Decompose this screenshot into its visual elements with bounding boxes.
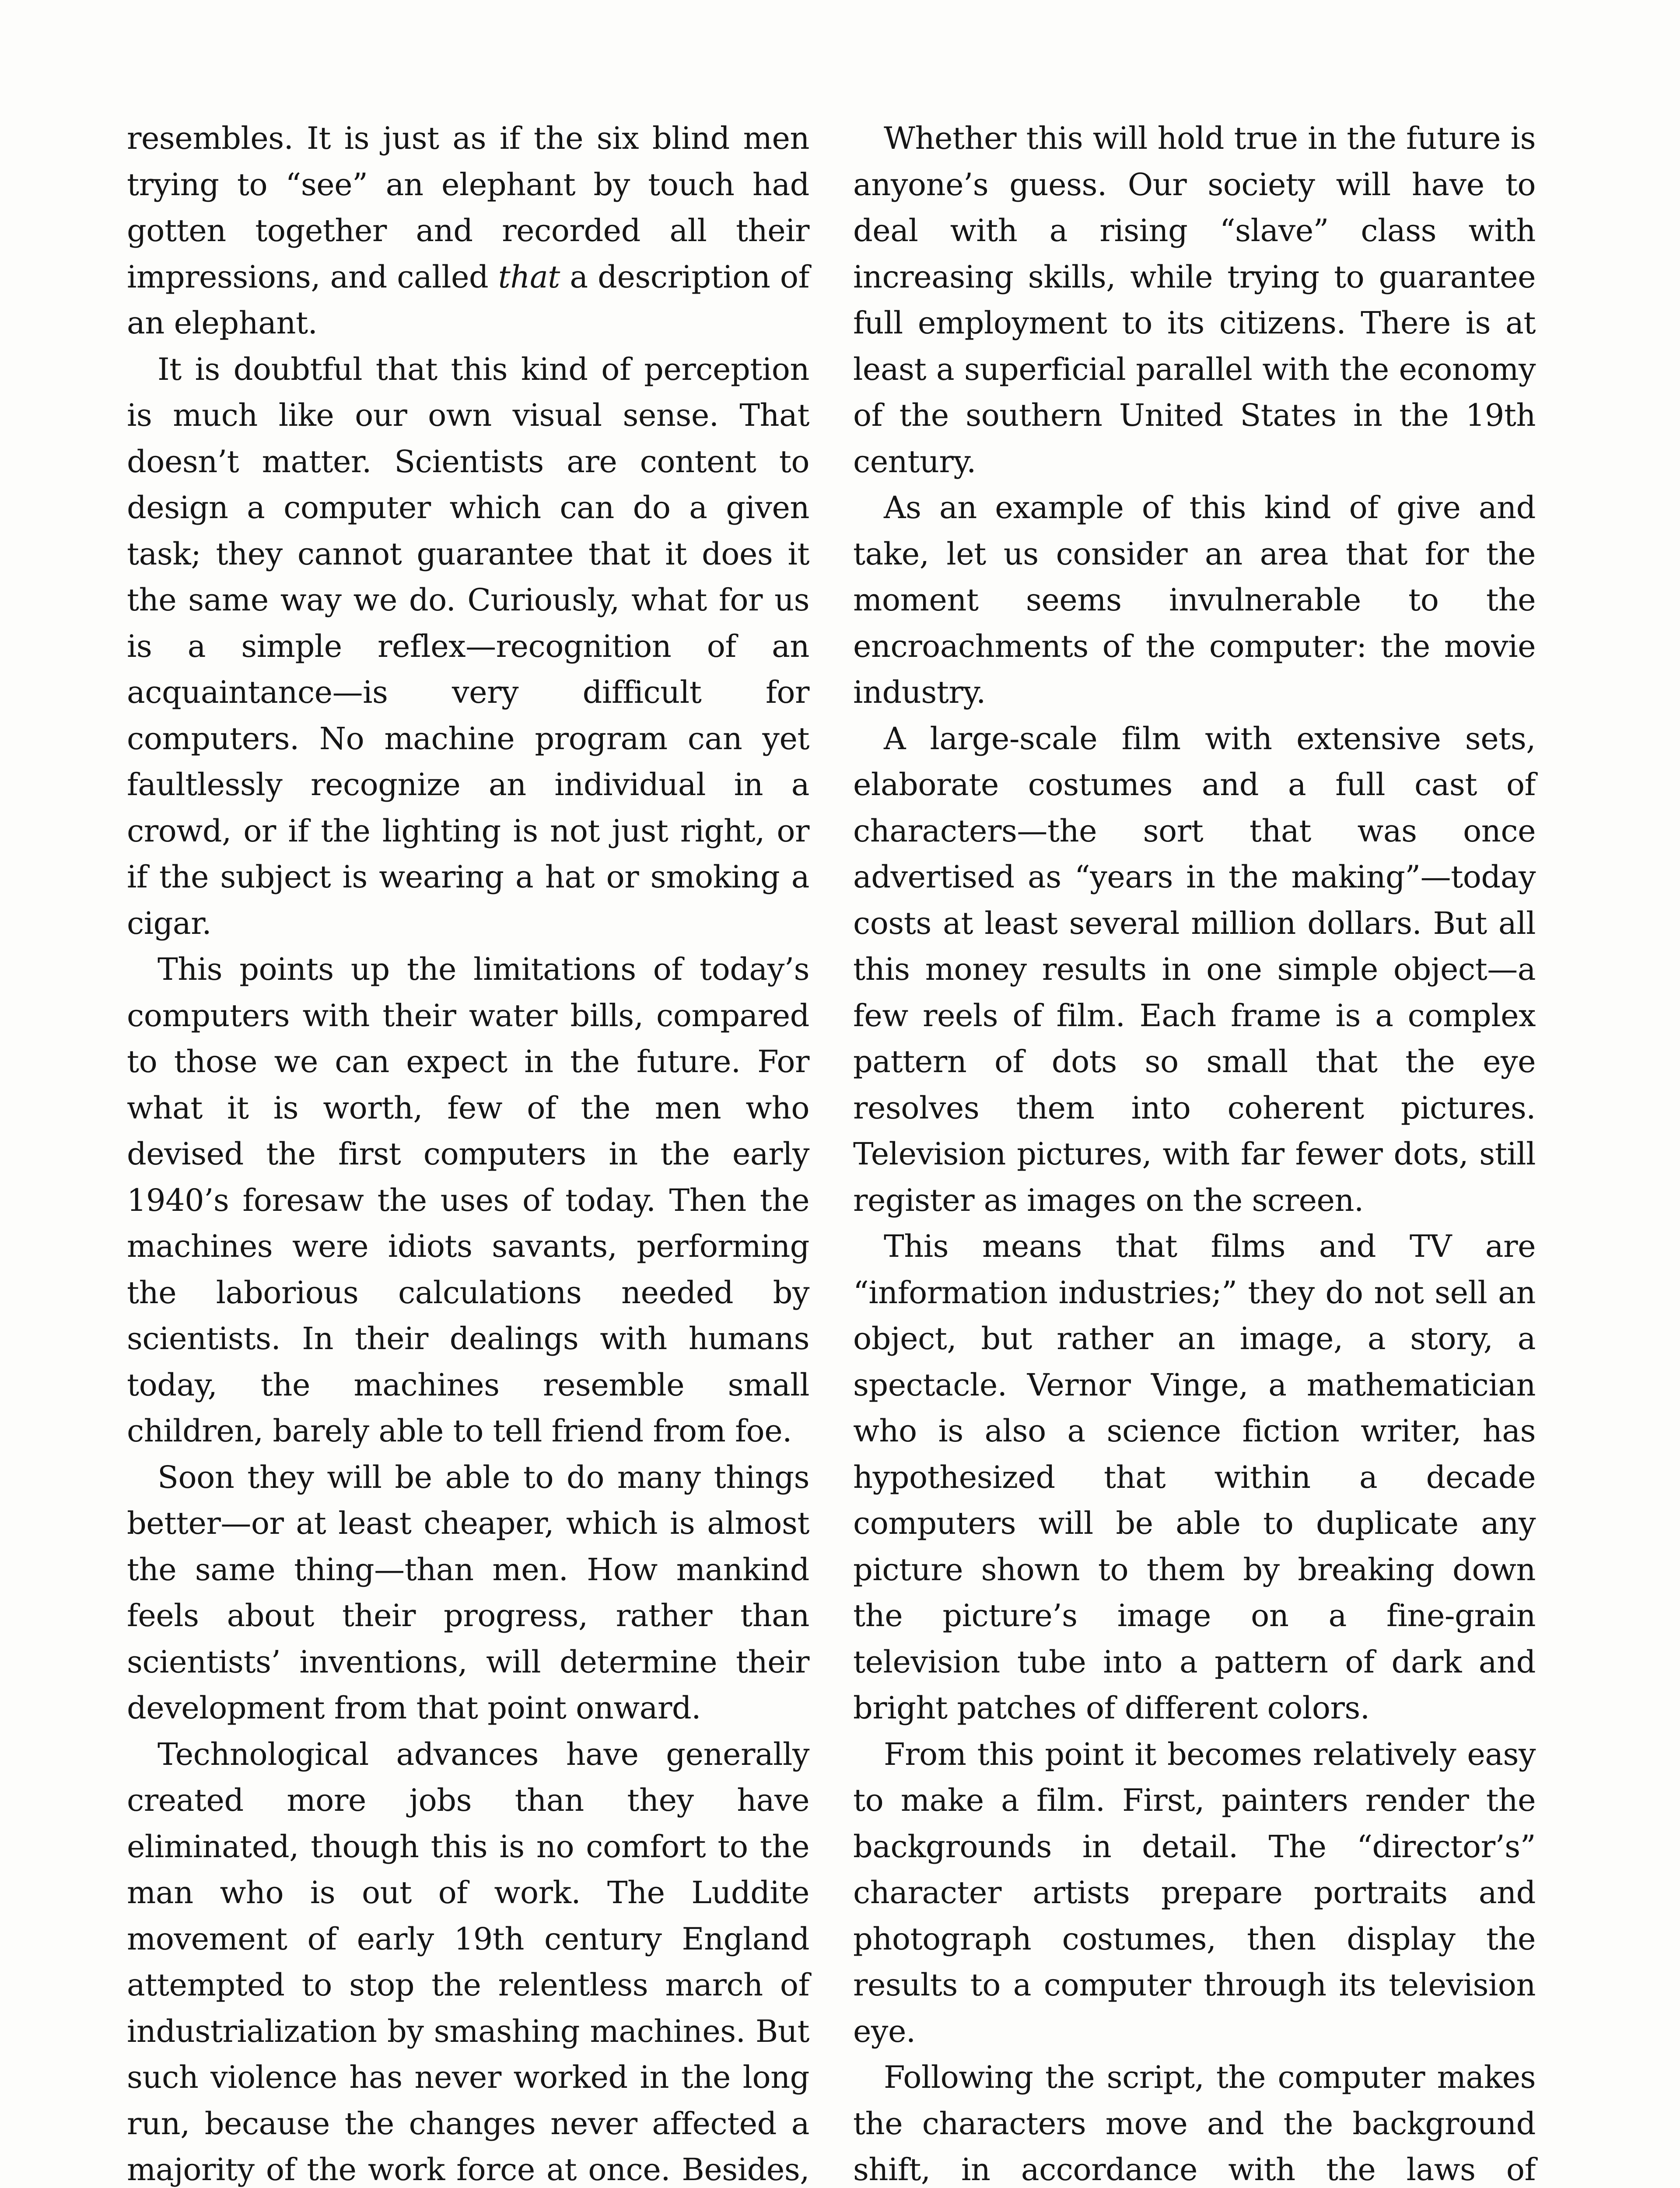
paragraph-2: It is doubtful that this kind of perception is much like our own visual sense. That doesn’t matter. Scientists are content to design a computer which can do a given task; they cannot guarantee that it does it the same way we do. Curiously, what for us is a simple reflex—recognition of an acquaintance—is very difficult for computers. No machine program can yet faultlessly recognize an individual in a crowd, or if the lighting is not just right, or if the subject is wearing a hat or smoking a cigar. bbox=[127, 351, 809, 941]
paragraph-4: Soon they will be able to do many things better—or at least cheaper, which is almost the same thing—than men. How mankind feels about their progress, rather than scientists’ inventions, will determine their development from that point onward. bbox=[127, 1459, 809, 1726]
paragraph-11: Following the script, the computer makes the characters move and the background shift, in accordance with the laws of bbox=[853, 2059, 1536, 2188]
paragraph-3: This points up the limitations of today’s computers with their water bills, compared to those we can expect in the future. For what it is worth, few of the men who devised the first computers in the early 1940’s foresaw the uses of today. Then the machines were idiots savants, performing the laborious calculations needed by scientists. In their dealings with humans today, the machines resemble small children, barely able to tell friend from foe. bbox=[127, 951, 809, 1449]
paragraph-5: Technological advances have generally created more jobs than they have eliminated, though this is no comfort to the man who is out of work. The Luddite movement of early 19th century England attempted to stop the relentless march of industrialization by smashing machines. But such violence has never worked in the long run, because the changes never affected a majority of the work force at once. Besides, bbox=[127, 1736, 809, 2188]
paragraph-7: As an example of this kind of give and take, let us consider an area that for the moment seems invulnerable to the encroachments of the computer: the movie industry. bbox=[853, 490, 1536, 710]
paragraph-8: A large-scale film with extensive sets, elaborate costumes and a full cast of characters—the sort that was once advertised as “years in the making”—today costs at least several million dollars. But all this money results in one simple object—a few reels of film. Each frame is a complex pattern of dots so small that the eye resolves them into coherent pictures. Television pictures, with far fewer dots, still register as images on the screen. bbox=[853, 720, 1536, 1218]
paragraph-9: This means that films and TV are “information industries;” they do not sell an object, but rather an image, a story, a spectacle. Vernor Vinge, a mathematician who is also a science fiction writer, has hypothesized that within a decade computers will be able to duplicate any picture shown to them by breaking down the picture’s image on a fine-grain television tube into a pattern of dark and bright patches of different colors. bbox=[853, 1228, 1536, 1726]
paragraph-10: From this point it becomes relatively easy to make a film. First, painters render the backgrounds in detail. The “director’s” character artists prepare portraits and photograph costumes, then display the results to a computer through its television eye. bbox=[853, 1736, 1536, 2049]
emphasized-word: that bbox=[498, 259, 560, 295]
paragraph-6: Whether this will hold true in the future is anyone’s guess. Our society will have to deal with a rising “slave” class with increasing skills, while trying to guarantee full employment to its citizens. There is at least a superficial parallel with the economy of the southern United States in the 19th century. bbox=[853, 120, 1536, 480]
paragraph-1: resembles. It is just as if the six blind men trying to “see” an elephant by touch had gotten together and recorded all their impressions, and called that a description of an elephant. bbox=[127, 120, 809, 341]
right-text-column bbox=[853, 116, 1536, 2188]
left-text-column bbox=[127, 116, 809, 2188]
